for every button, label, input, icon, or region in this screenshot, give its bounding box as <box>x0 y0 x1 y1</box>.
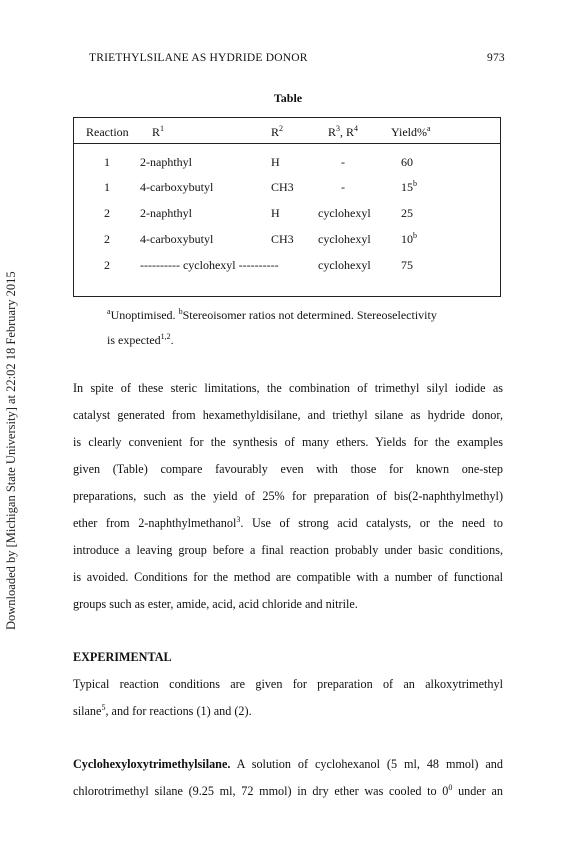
table-row-1-reaction: 1 <box>104 155 110 169</box>
table-row-2-yield: 15$^b$ <box>401 179 417 194</box>
table-row-4-yield: 10$^b$ <box>401 231 417 246</box>
paragraph-line: groups such as ester, amide, acid, acid chloride and nitrile. <box>73 597 358 611</box>
paragraph-line: given (Table) compare favourably even with those for known one-step <box>73 462 503 476</box>
table-title: Table <box>273 91 303 105</box>
table-row-5-yield: 75 <box>401 258 413 272</box>
table-footnote: $^a$Unoptimised. $^b$Stereoisomer ratios not determined. Stereoselectivity <box>107 307 437 322</box>
procedure-line: Cyclohexyloxytrimethylsilane. A solution of cyclohexanol (5 ml, 48 mmol) and <box>73 757 503 771</box>
table-row-1-r1: 2-naphthyl <box>140 155 192 169</box>
paragraph-line: introduce a leaving group before a final reaction probably under basic conditions, <box>73 543 503 557</box>
table-row-1-yield: 60 <box>401 155 413 169</box>
col-header-r1: $R^1$ <box>152 124 165 139</box>
download-watermark <box>4 150 22 650</box>
table-row-3-r34: cyclohexyl <box>318 206 371 220</box>
download-watermark-text: Downloaded by [Michigan State University] at 22:02 18 February 2015 <box>4 271 18 630</box>
table-header-rule <box>74 143 500 144</box>
table-row-3-yield: 25 <box>401 206 413 220</box>
procedure-title: Cyclohexyloxytrimethylsilane. <box>73 757 231 771</box>
paragraph-line: catalyst generated from hexamethyldisilane, and triethyl silane as hydride donor, <box>73 408 503 422</box>
table-row-3-r2: H <box>271 206 280 220</box>
results-table <box>73 117 501 297</box>
paragraph-line: In spite of these steric limitations, the combination of trimethyl silyl iodide as <box>73 381 503 395</box>
table-row-2-reaction: 1 <box>104 180 110 194</box>
table-footnote-line2: is expected$^{1,2}$. <box>107 332 174 347</box>
procedure-line: chlorotrimethyl silane (9.25 ml, 72 mmol) in dry ether was cooled to $0^0$ under an <box>73 782 503 798</box>
table-row-5-r34: cyclohexyl <box>318 258 371 272</box>
table-row-4-r2: CH3 <box>271 232 294 246</box>
table-row-4-reaction: 2 <box>104 232 110 246</box>
table-row-3-reaction: 2 <box>104 206 110 220</box>
paragraph-line: ether from 2-naphthylmethanol$^3$. Use of strong acid catalysts, or the need to <box>73 514 503 530</box>
experimental-line: Typical reaction conditions are given for preparation of an alkoxytrimethyl <box>73 677 503 691</box>
table-row-2-r1: 4-carboxybutyl <box>140 180 214 194</box>
page-number: 973 <box>487 52 505 64</box>
table-row-1-r2: H <box>271 155 280 169</box>
experimental-line: silane$^5$, and for reactions (1) and (2). <box>73 702 252 718</box>
paragraph-line: is avoided. Conditions for the method are compatible with a number of functional <box>73 570 503 584</box>
table-row-1-r34: - <box>341 155 345 169</box>
table-row-5-r1: ---------- cyclohexyl ---------- <box>140 258 279 272</box>
col-header-yield: Yield%$^a$ <box>391 124 431 139</box>
table-row-5-reaction: 2 <box>104 258 110 272</box>
table-row-4-r34: cyclohexyl <box>318 232 371 246</box>
col-header-r2: $R^2$ <box>271 124 284 139</box>
table-row-2-r2: CH3 <box>271 180 294 194</box>
table-row-4-r1: 4-carboxybutyl <box>140 232 214 246</box>
table-row-2-r34: - <box>341 180 345 194</box>
col-header-reaction: Reaction <box>86 125 129 139</box>
col-header-r3-r4: $R^3$, $R^4$ <box>328 124 359 139</box>
table-row-3-r1: 2-naphthyl <box>140 206 192 220</box>
paragraph-line: is clearly convenient for the synthesis of many ethers. Yields for the examples <box>73 435 503 449</box>
running-title: TRIETHYLSILANE AS HYDRIDE DONOR <box>89 52 308 64</box>
paragraph-line: preparations, such as the yield of 25% for preparation of bis(2-naphthylmethyl) <box>73 489 503 503</box>
section-heading-experimental: EXPERIMENTAL <box>73 650 172 664</box>
